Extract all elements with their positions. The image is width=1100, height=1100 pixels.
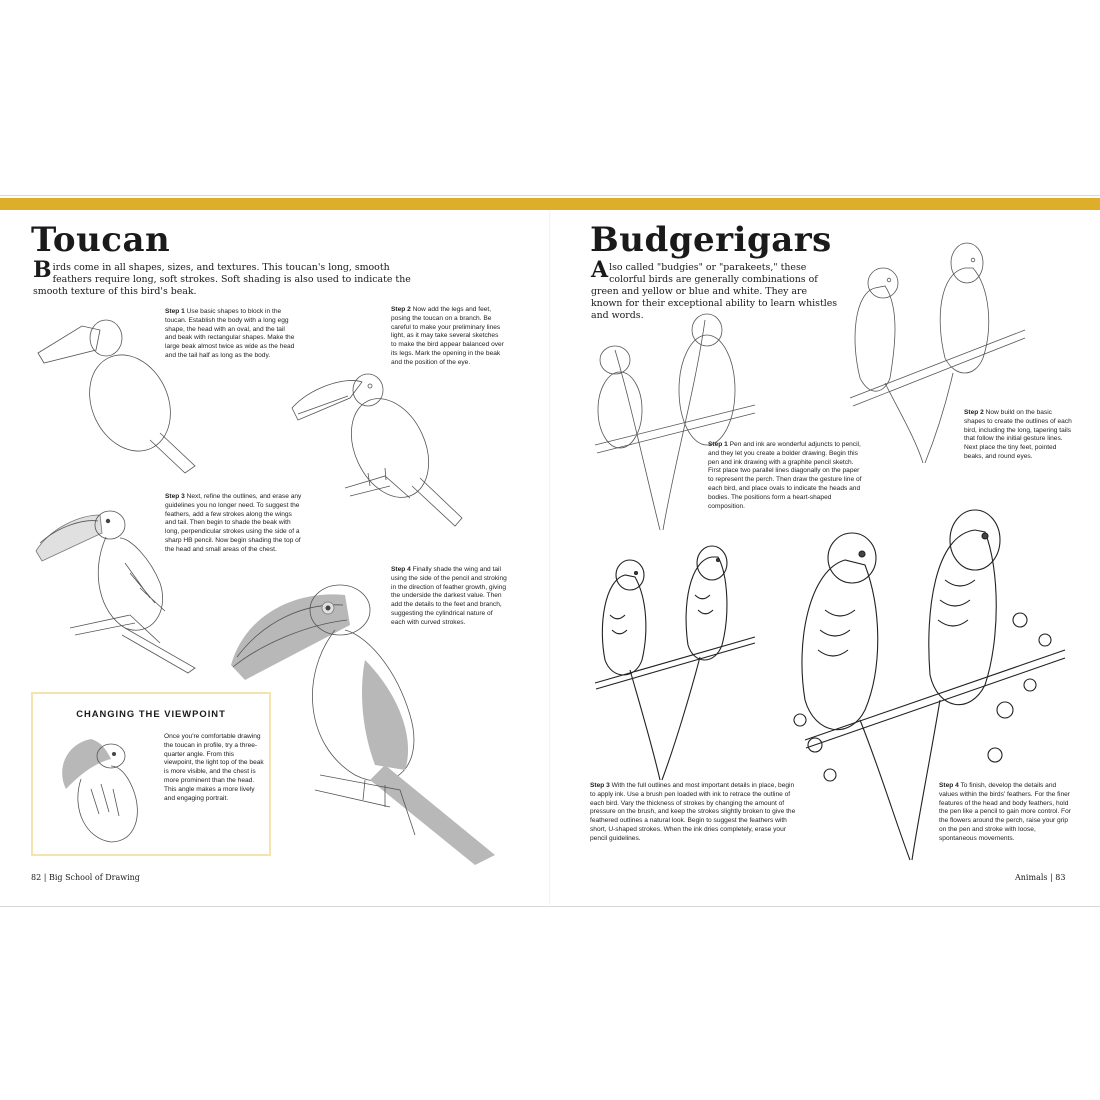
toucan-step1-illustration	[30, 308, 200, 473]
intro-toucan	[33, 257, 418, 298]
viewpoint-sidebar	[31, 692, 271, 856]
step-text: Now build on the basic shapes to create the outlines of each bird, including the long, tapering tails that follow the initial gesture lines. Next place the tiny feet, pointed beaks, and round eyes.	[964, 409, 1072, 460]
toucan-step3-illustration	[30, 503, 210, 673]
intro-text: lso called "budgies" or "parakeets," these colorful birds are generally combinations of green and yellow or blue and white. They are known for their exceptional ability to learn whistles and words.	[591, 262, 838, 321]
budgie-step4-illustration	[790, 510, 1080, 865]
step-label: Step 1	[708, 441, 728, 448]
step-label: Step 3	[165, 493, 185, 500]
sidebar-heading: CHANGING THE VIEWPOINT	[76, 708, 226, 719]
step-label: Step 3	[590, 782, 610, 789]
footer-right: Animals | 83	[1015, 873, 1066, 882]
step-label: Step 4	[939, 782, 959, 789]
footer-left: 82 | Big School of Drawing	[31, 873, 140, 882]
step-text: With the full outlines and most important details in place, begin to apply ink. Use a brush pen loaded with ink to retrace the outline of each bird. Vary the thickness of strokes by changing the amount of pressure on the brush, and keep the strokes slightly broken to give the feathered outlines a natural look. Begin to suggest the feathers with short, U-shaped strokes. When the ink dries completely, erase your pencil guidelines.	[590, 782, 796, 842]
toucan-step2-illustration	[290, 368, 470, 533]
budgie-step1-illustration	[585, 310, 760, 540]
step-text: To finish, develop the details and values within the birds' feathers. For the finer features of the head and body feathers, hold the pen like a pencil to gain more control. For the flowers around the perch, raise your grip on the pen and stroke with loose, spontaneous movements.	[939, 782, 1071, 842]
toucan-three-quarter-illustration	[51, 734, 151, 844]
step-label: Step 2	[964, 409, 984, 416]
accent-bar	[0, 198, 1100, 210]
budgie-step3-illustration	[590, 545, 760, 780]
step-text: Use basic shapes to block in the toucan. Establish the body with a long egg shape, the head with an oval, and the tail and beak with rectangular shapes. Make the large beak almost twice as wide as the head and the tail half as long as the body.	[165, 308, 295, 359]
drop-cap: B	[33, 257, 52, 283]
budgie-step2-illustration	[845, 238, 1030, 468]
sidebar-text: Once you're comfortable drawing the toucan in profile, try a three-quarter angle. From this viewpoint, the light top of the beak is more visible, and the chest is more prominent than the head. This angle makes a more lively and engaging portrait.	[164, 733, 264, 802]
step-label: Step 2	[391, 306, 411, 313]
step-text: Next, refine the outlines, and erase any guidelines you no longer need. To suggest the feathers, add a few strokes along the wings and tail. Then begin to shade the beak with long, perpendicular strokes using the side of a sharp HB pencil. Now begin shading the top of the head and small areas of the chest.	[165, 493, 302, 553]
drop-cap: A	[591, 257, 609, 283]
page-title-toucan: Toucan	[31, 220, 171, 260]
step-text: Pen and ink are wonderful adjuncts to pencil, and they let you create a bolder drawing. Begin this pen and ink drawing with a graphite pencil sketch. First place two parallel lines diagonally on the paper to represent the perch. Then draw the gesture line of each bird, and place ovals to indicate the heads and bodies. The positions form a heart-shaped composition.	[708, 441, 862, 510]
step-text: Finally shade the wing and tail using the side of the pencil and stroking in the direction of feather growth, giving the underside the darkest value. Then add the details to the feet and branch, suggesting the cylindrical nature of each with curved strokes.	[391, 566, 507, 626]
page-gutter	[549, 210, 551, 905]
budgie-step-3	[590, 782, 800, 844]
toucan-step-2	[391, 306, 505, 368]
page-title-budgerigars: Budgerigars	[590, 220, 832, 260]
intro-text: irds come in all shapes, sizes, and textures. This toucan's long, smooth feathers require long, soft strokes. Soft shading is also used to indicate the smooth texture of this bird's beak.	[33, 262, 411, 297]
step-text: Now add the legs and feet, posing the toucan on a branch. Be careful to make your preliminary lines light, as it may take several sketches to make the bird appear balanced over its legs. Mark the opening in the beak and the position of the eye.	[391, 306, 504, 366]
step-label: Step 4	[391, 566, 411, 573]
step-label: Step 1	[165, 308, 185, 315]
